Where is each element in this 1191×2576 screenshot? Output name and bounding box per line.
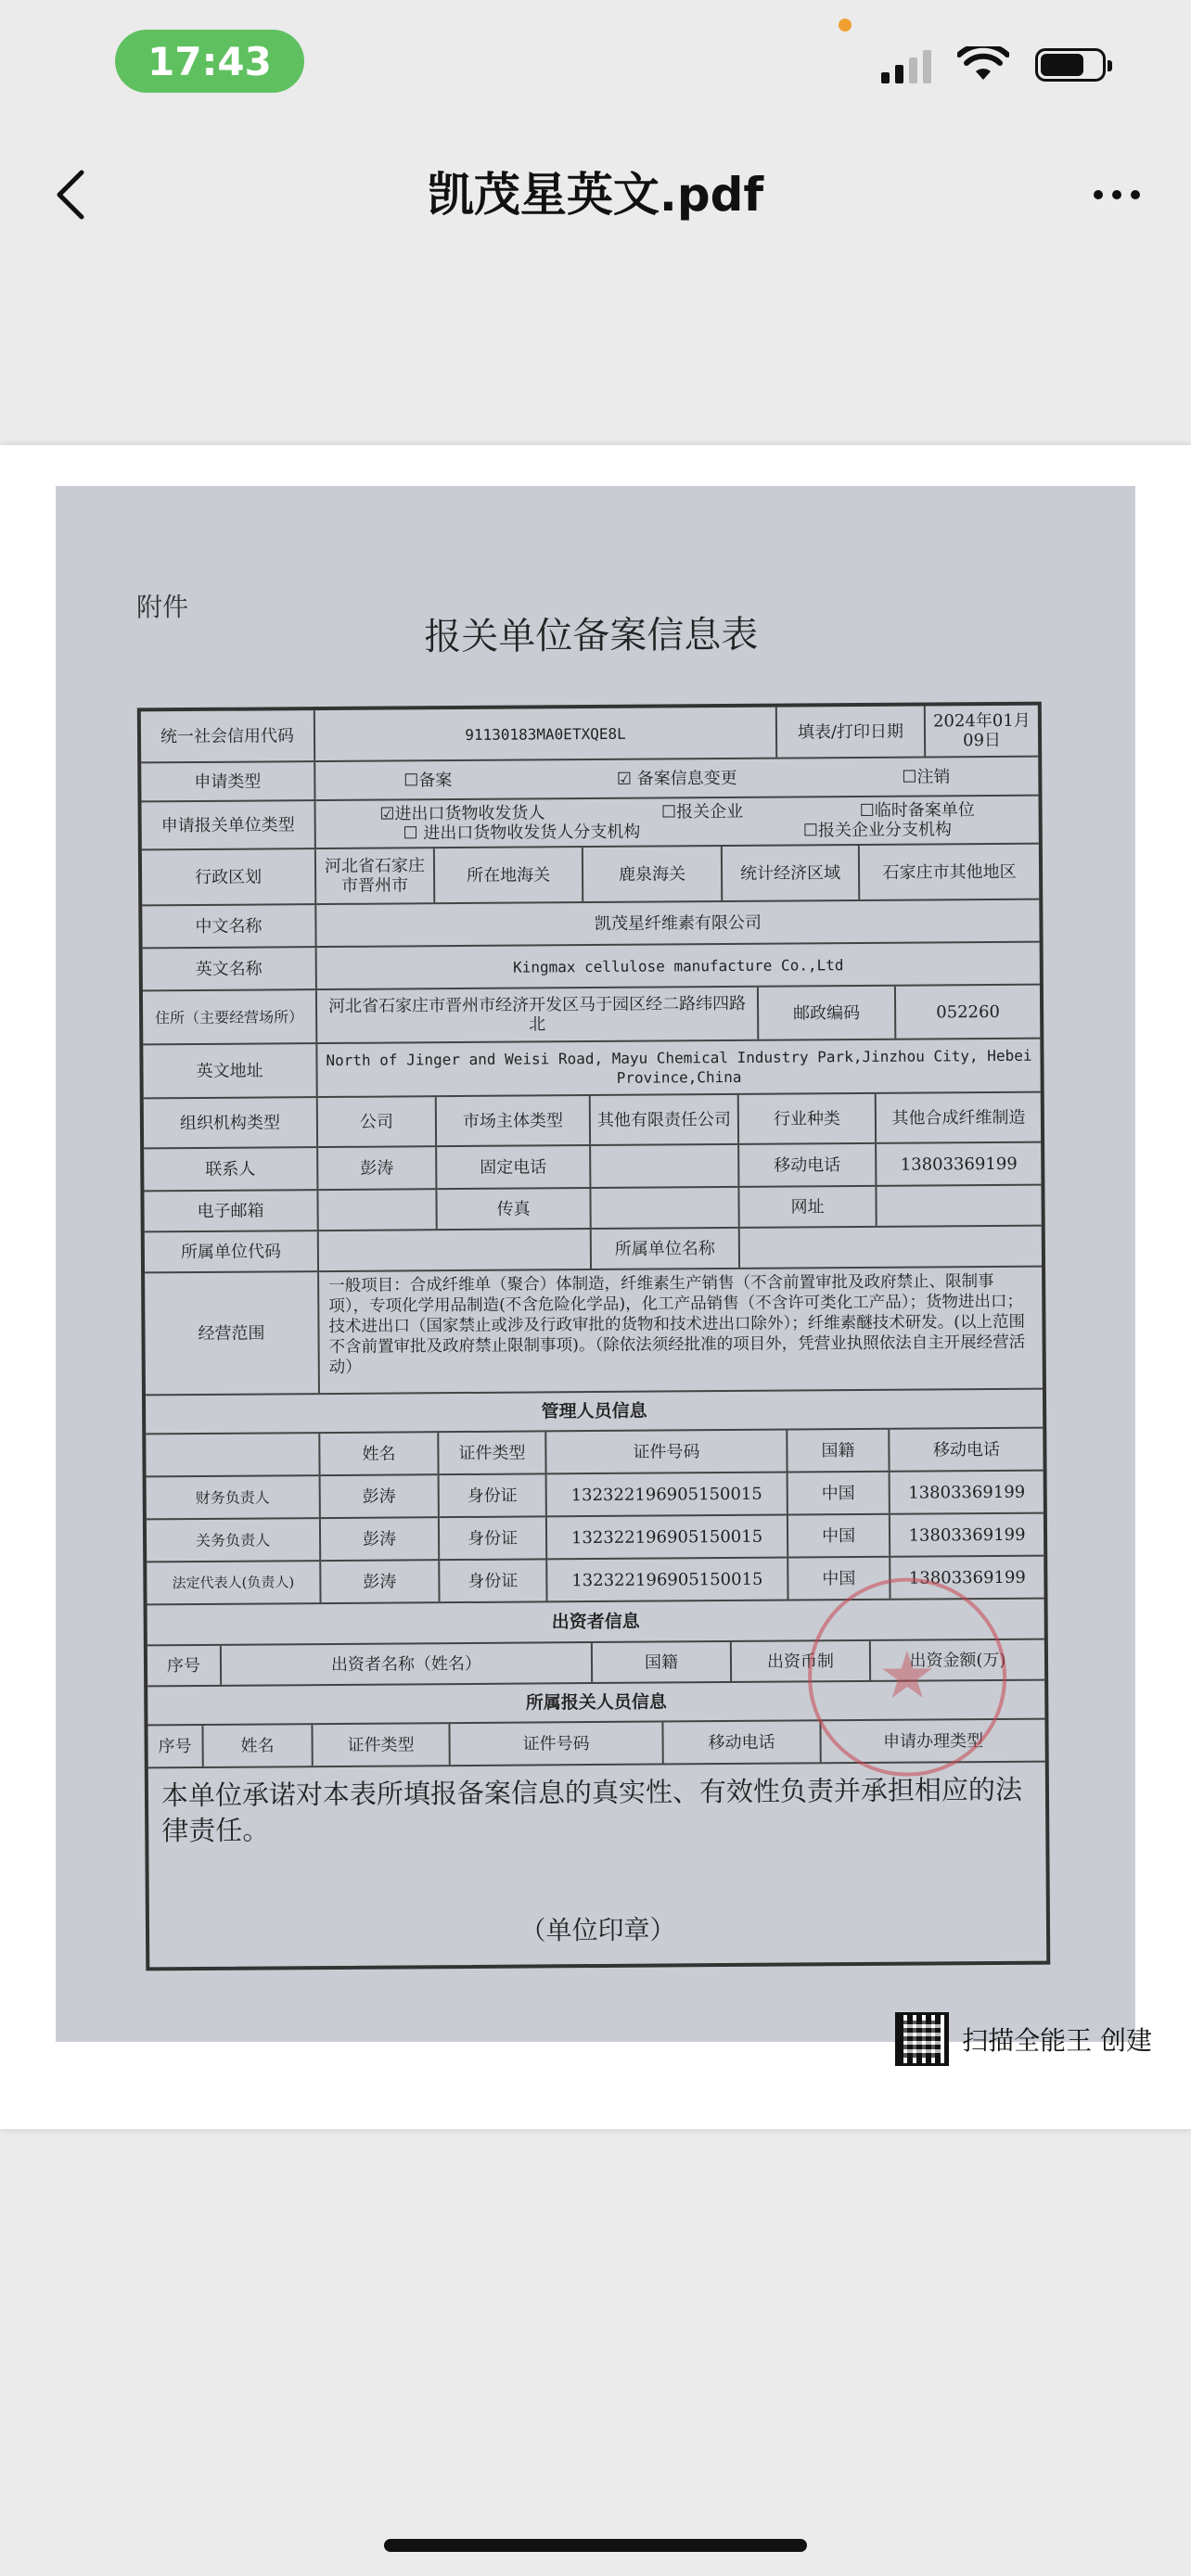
mgmt-id-type: 身份证 bbox=[440, 1517, 547, 1559]
customs-label: 所在地海关 bbox=[435, 848, 583, 902]
investor-header-currency: 出资币制 bbox=[732, 1641, 871, 1681]
postcode-value: 052260 bbox=[936, 1001, 1001, 1022]
mgmt-id-type: 身份证 bbox=[440, 1560, 547, 1601]
contact-label: 联系人 bbox=[144, 1148, 318, 1190]
mgmt-name: 彭涛 bbox=[321, 1518, 440, 1560]
registration-form-table bbox=[137, 702, 1050, 1971]
stat-area-label: 统计经济区域 bbox=[723, 846, 860, 900]
mgmt-name: 彭涛 bbox=[321, 1475, 440, 1517]
market-type-label: 市场主体类型 bbox=[437, 1096, 591, 1145]
website-value bbox=[877, 1186, 1041, 1226]
mobile-label: 移动电话 bbox=[739, 1144, 877, 1186]
unit-option-consignee: ☑进出口货物收发货人 bbox=[379, 803, 545, 824]
investor-header-name: 出资者名称（姓名） bbox=[222, 1643, 593, 1685]
status-time: 17:43 bbox=[115, 30, 304, 93]
seal-note: （单位印章） bbox=[519, 1914, 676, 1946]
qr-code-icon bbox=[895, 2012, 949, 2066]
mobile-value: 13803369199 bbox=[900, 1154, 1018, 1175]
mgmt-section-title: 管理人员信息 bbox=[541, 1400, 647, 1422]
investor-header-amount: 出资金额(万) bbox=[909, 1650, 1006, 1671]
unit-option-broker: ☐报关企业 bbox=[660, 801, 744, 823]
market-type-value: 其他有限责任公司 bbox=[591, 1095, 739, 1144]
wifi-icon bbox=[957, 46, 1009, 83]
staff-header-mobile: 移动电话 bbox=[663, 1721, 821, 1763]
customs-value: 鹿泉海关 bbox=[583, 847, 723, 901]
email-label: 电子邮箱 bbox=[144, 1191, 318, 1231]
table-row bbox=[147, 1514, 1044, 1563]
mgmt-name: 彭涛 bbox=[321, 1561, 440, 1602]
parent-code-label: 所属单位代码 bbox=[145, 1231, 319, 1271]
staff-header-index: 序号 bbox=[147, 1726, 203, 1766]
industry-label: 行业种类 bbox=[739, 1094, 877, 1143]
attachment-label: 附件 bbox=[135, 592, 189, 623]
phone-value bbox=[591, 1145, 739, 1187]
mgmt-header-name: 姓名 bbox=[320, 1433, 439, 1474]
date-value: 2024年01月09日 bbox=[932, 710, 1031, 751]
investor-section-title: 出资者信息 bbox=[551, 1611, 640, 1632]
company-seal-stamp bbox=[807, 1577, 1006, 1777]
apply-type-label: 申请类型 bbox=[141, 762, 315, 800]
unit-option-consignee-branch: ☐ 进出口货物收发货人分支机构 bbox=[403, 822, 641, 844]
option-change: ☑ 备案信息变更 bbox=[616, 768, 737, 789]
mgmt-id-number: 132322196905150015 bbox=[547, 1516, 788, 1559]
mgmt-role: 法定代表人(负责人) bbox=[147, 1562, 321, 1603]
mgmt-header-row bbox=[146, 1429, 1043, 1478]
option-record: ☐备案 bbox=[403, 770, 453, 790]
mgmt-id-type: 身份证 bbox=[440, 1474, 547, 1516]
address-label: 住所（主要经营场所） bbox=[143, 990, 317, 1043]
parent-code-value bbox=[319, 1230, 592, 1270]
parent-name-label: 所属单位名称 bbox=[592, 1229, 740, 1269]
industry-value: 其他合成纤维制造 bbox=[891, 1107, 1026, 1129]
mgmt-id-number: 132322196905150015 bbox=[547, 1559, 788, 1601]
status-icons bbox=[881, 46, 1106, 83]
privacy-indicator-dot bbox=[839, 19, 852, 32]
mgmt-header-mobile: 移动电话 bbox=[932, 1439, 1000, 1460]
email-value bbox=[318, 1190, 437, 1230]
date-label: 填表/打印日期 bbox=[777, 707, 926, 758]
investor-header-index: 序号 bbox=[147, 1646, 222, 1686]
staff-header-id-type: 证件类型 bbox=[313, 1724, 450, 1766]
cn-name-value: 凯茂星纤维素有限公司 bbox=[594, 912, 762, 934]
region-value: 河北省石家庄市晋州市 bbox=[316, 848, 435, 903]
unit-type-label: 申请报关单位类型 bbox=[142, 801, 316, 848]
option-cancel: ☐注销 bbox=[902, 766, 951, 787]
staff-header-id-number: 证件号码 bbox=[450, 1722, 663, 1765]
more-options-icon[interactable] bbox=[1080, 158, 1154, 232]
staff-header-name: 姓名 bbox=[203, 1725, 313, 1766]
signal-icon bbox=[881, 46, 931, 83]
apply-type-options bbox=[315, 758, 1038, 799]
unit-option-broker-branch: ☐报关企业分支机构 bbox=[802, 820, 953, 841]
table-row bbox=[147, 1472, 1044, 1521]
fax-value bbox=[591, 1188, 739, 1228]
form-title: 报关单位备案信息表 bbox=[424, 613, 759, 659]
mgmt-header-id-type: 证件类型 bbox=[439, 1432, 546, 1473]
mgmt-mobile: 13803369199 bbox=[908, 1524, 1026, 1546]
scope-value: 一般项目：合成纤维单（聚合）体制造，纤维素生产销售（不含前置审批及政府禁止、限制事项），专项化学用品制造(不含危险化学品)，化工产品销售（不含许可类化工产品）；货物进出口；技术进出口（国家禁止或涉及行政审批的货物和技术进出口除外）；纤维素醚技术研发。(以上范围不含前置审批及政府禁止限制事项)。（除依法须经批准的项目外，凭营业执照依法自主开展经营活动） bbox=[328, 1272, 1026, 1378]
fax-label: 传真 bbox=[437, 1189, 591, 1229]
mgmt-mobile: 13803369199 bbox=[908, 1482, 1026, 1503]
mgmt-id-number: 132322196905150015 bbox=[547, 1473, 788, 1516]
scope-label: 经营范围 bbox=[145, 1272, 320, 1394]
document-title: 凯茂星英文.pdf bbox=[427, 168, 764, 222]
watermark-footer bbox=[895, 2012, 1152, 2066]
investor-header-nationality: 国籍 bbox=[593, 1642, 732, 1682]
postcode-label: 邮政编码 bbox=[759, 987, 896, 1039]
en-address-value: North of Jinger and Weisi Road, Mayu Chemical Industry Park,Jinzhou City, Hebei Province,China bbox=[326, 1046, 1032, 1087]
unit-type-options bbox=[316, 797, 1039, 848]
en-address-label: 英文地址 bbox=[143, 1044, 317, 1097]
mgmt-role: 财务负责人 bbox=[147, 1476, 321, 1518]
mgmt-role: 关务负责人 bbox=[147, 1519, 321, 1561]
parent-name-value bbox=[740, 1227, 1042, 1268]
en-name-value: Kingmax cellulose manufacture Co.,Ltd bbox=[512, 955, 844, 976]
stat-area-value: 石家庄市其他地区 bbox=[882, 861, 1017, 883]
en-name-label: 英文名称 bbox=[143, 948, 317, 989]
mgmt-nationality: 中国 bbox=[788, 1515, 890, 1557]
org-type-value: 公司 bbox=[318, 1097, 437, 1146]
watermark-brand: 扫描全能王 创建 bbox=[962, 2025, 1152, 2056]
customs-staff-section-title: 所属报关人员信息 bbox=[525, 1690, 667, 1714]
scanned-image bbox=[56, 486, 1135, 2042]
credit-code-value: 91130183MA0ETXQE8L bbox=[315, 708, 777, 760]
mgmt-header-id-number: 证件号码 bbox=[546, 1431, 788, 1473]
pdf-page[interactable] bbox=[0, 445, 1191, 2129]
unit-option-temporary: ☐临时备案单位 bbox=[859, 800, 975, 822]
mgmt-nationality: 中国 bbox=[788, 1558, 890, 1600]
region-label: 行政区划 bbox=[142, 849, 316, 904]
contact-value: 彭涛 bbox=[318, 1147, 437, 1189]
org-type-label: 组织机构类型 bbox=[144, 1098, 318, 1147]
phone-label: 固定电话 bbox=[437, 1146, 591, 1188]
cn-name-label: 中文名称 bbox=[142, 905, 316, 947]
mgmt-header-role bbox=[146, 1434, 320, 1475]
website-label: 网址 bbox=[739, 1187, 877, 1227]
mgmt-nationality: 中国 bbox=[788, 1473, 890, 1514]
staff-header-apply-type: 申请办理类型 bbox=[883, 1730, 984, 1752]
mgmt-mobile: 13803369199 bbox=[908, 1567, 1026, 1588]
commitment-statement: 本单位承诺对本表所填报备案信息的真实性、有效性负责并承担相应的法律责任。 bbox=[160, 1773, 1023, 1847]
mgmt-header-nationality: 国籍 bbox=[788, 1430, 890, 1472]
credit-code-label: 统一社会信用代码 bbox=[141, 710, 315, 761]
battery-icon bbox=[1035, 48, 1106, 82]
address-value: 河北省石家庄市晋州市经济开发区马于园区经二路纬四路北 bbox=[317, 988, 759, 1042]
home-indicator[interactable] bbox=[384, 2539, 807, 2552]
